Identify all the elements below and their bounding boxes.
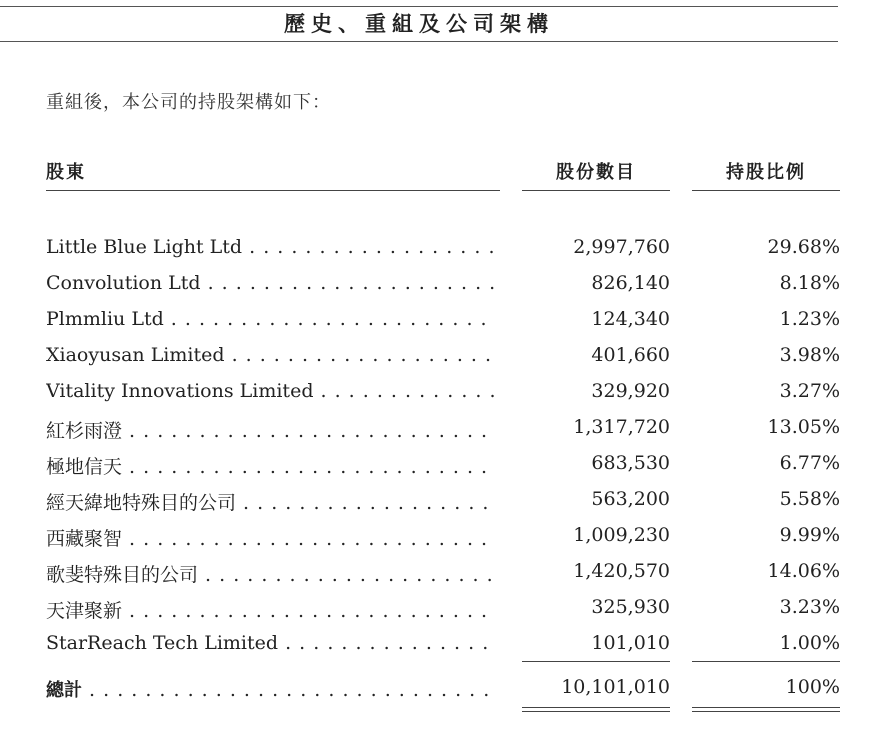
share-count: 2,997,760 xyxy=(573,236,670,258)
shareholder-name: 歌斐特殊目的公司 . . . xyxy=(46,560,496,587)
table-row xyxy=(0,416,894,452)
total-row xyxy=(0,676,894,706)
share-count: 401,660 xyxy=(591,344,670,366)
column-header-shares: 股份數目 xyxy=(522,158,670,191)
shareholder-name: 天津聚新 . . . xyxy=(46,596,496,623)
double-rule-percentage-bottom xyxy=(692,711,840,712)
share-count: 826,140 xyxy=(591,272,670,294)
intro-text: 重組後，本公司的持股架構如下： xyxy=(46,92,331,113)
share-percentage: 9.99% xyxy=(779,524,840,546)
table-row xyxy=(0,632,894,668)
table-row xyxy=(0,344,894,380)
total-percentage: 100% xyxy=(785,676,840,698)
table-row xyxy=(0,524,894,560)
table-row xyxy=(0,488,894,524)
table-row xyxy=(0,380,894,416)
shareholder-name: Plmmliu Ltd . . . xyxy=(46,308,496,330)
total-shares: 10,101,010 xyxy=(561,676,670,698)
double-rule-shares-bottom xyxy=(522,711,670,712)
column-header-shareholder: 股東 xyxy=(46,158,500,191)
table-row xyxy=(0,272,894,308)
share-count: 329,920 xyxy=(591,380,670,402)
table-row xyxy=(0,308,894,344)
shareholder-name: 經天緯地特殊目的公司 . . . xyxy=(46,488,496,515)
table-row xyxy=(0,236,894,272)
share-percentage: 29.68% xyxy=(767,236,840,258)
share-percentage: 5.58% xyxy=(779,488,840,510)
shareholder-name: Xiaoyusan Limited . . . xyxy=(46,344,496,366)
column-header-percentage: 持股比例 xyxy=(692,158,840,191)
subtotal-rule-percentage xyxy=(692,661,840,662)
share-count: 563,200 xyxy=(591,488,670,510)
subtotal-rule-shares xyxy=(522,661,670,662)
shareholder-name: Convolution Ltd . . . xyxy=(46,272,496,294)
page-title: 歷史、重組及公司架構 xyxy=(284,12,554,36)
total-label: 總計 xyxy=(46,680,82,701)
share-percentage: 14.06% xyxy=(767,560,840,582)
total-label-cell xyxy=(46,676,496,702)
shareholding-table xyxy=(0,236,894,668)
shareholder-name: 紅杉雨澄 . . . xyxy=(46,416,496,443)
table-row xyxy=(0,452,894,488)
share-count: 683,530 xyxy=(591,452,670,474)
table-row xyxy=(0,560,894,596)
share-count: 101,010 xyxy=(591,632,670,654)
double-rule-percentage-top xyxy=(692,707,840,708)
share-percentage: 6.77% xyxy=(779,452,840,474)
share-count: 325,930 xyxy=(591,596,670,618)
share-percentage: 3.23% xyxy=(779,596,840,618)
share-percentage: 3.27% xyxy=(779,380,840,402)
share-count: 1,317,720 xyxy=(573,416,670,438)
shareholder-name: Vitality Innovations Limited . . . xyxy=(46,380,496,402)
share-percentage: 8.18% xyxy=(779,272,840,294)
shareholder-name: 西藏聚智 . . . xyxy=(46,524,496,551)
share-count: 124,340 xyxy=(591,308,670,330)
share-percentage: 13.05% xyxy=(767,416,840,438)
shareholder-name: StarReach Tech Limited . . . xyxy=(46,632,496,654)
share-count: 1,420,570 xyxy=(573,560,670,582)
share-percentage: 3.98% xyxy=(779,344,840,366)
shareholder-name: Little Blue Light Ltd . . . xyxy=(46,236,496,258)
table-row xyxy=(0,596,894,632)
double-rule-shares-top xyxy=(522,707,670,708)
shareholder-name: 極地信天 . . . xyxy=(46,452,496,479)
share-count: 1,009,230 xyxy=(573,524,670,546)
share-percentage: 1.00% xyxy=(779,632,840,654)
share-percentage: 1.23% xyxy=(779,308,840,330)
